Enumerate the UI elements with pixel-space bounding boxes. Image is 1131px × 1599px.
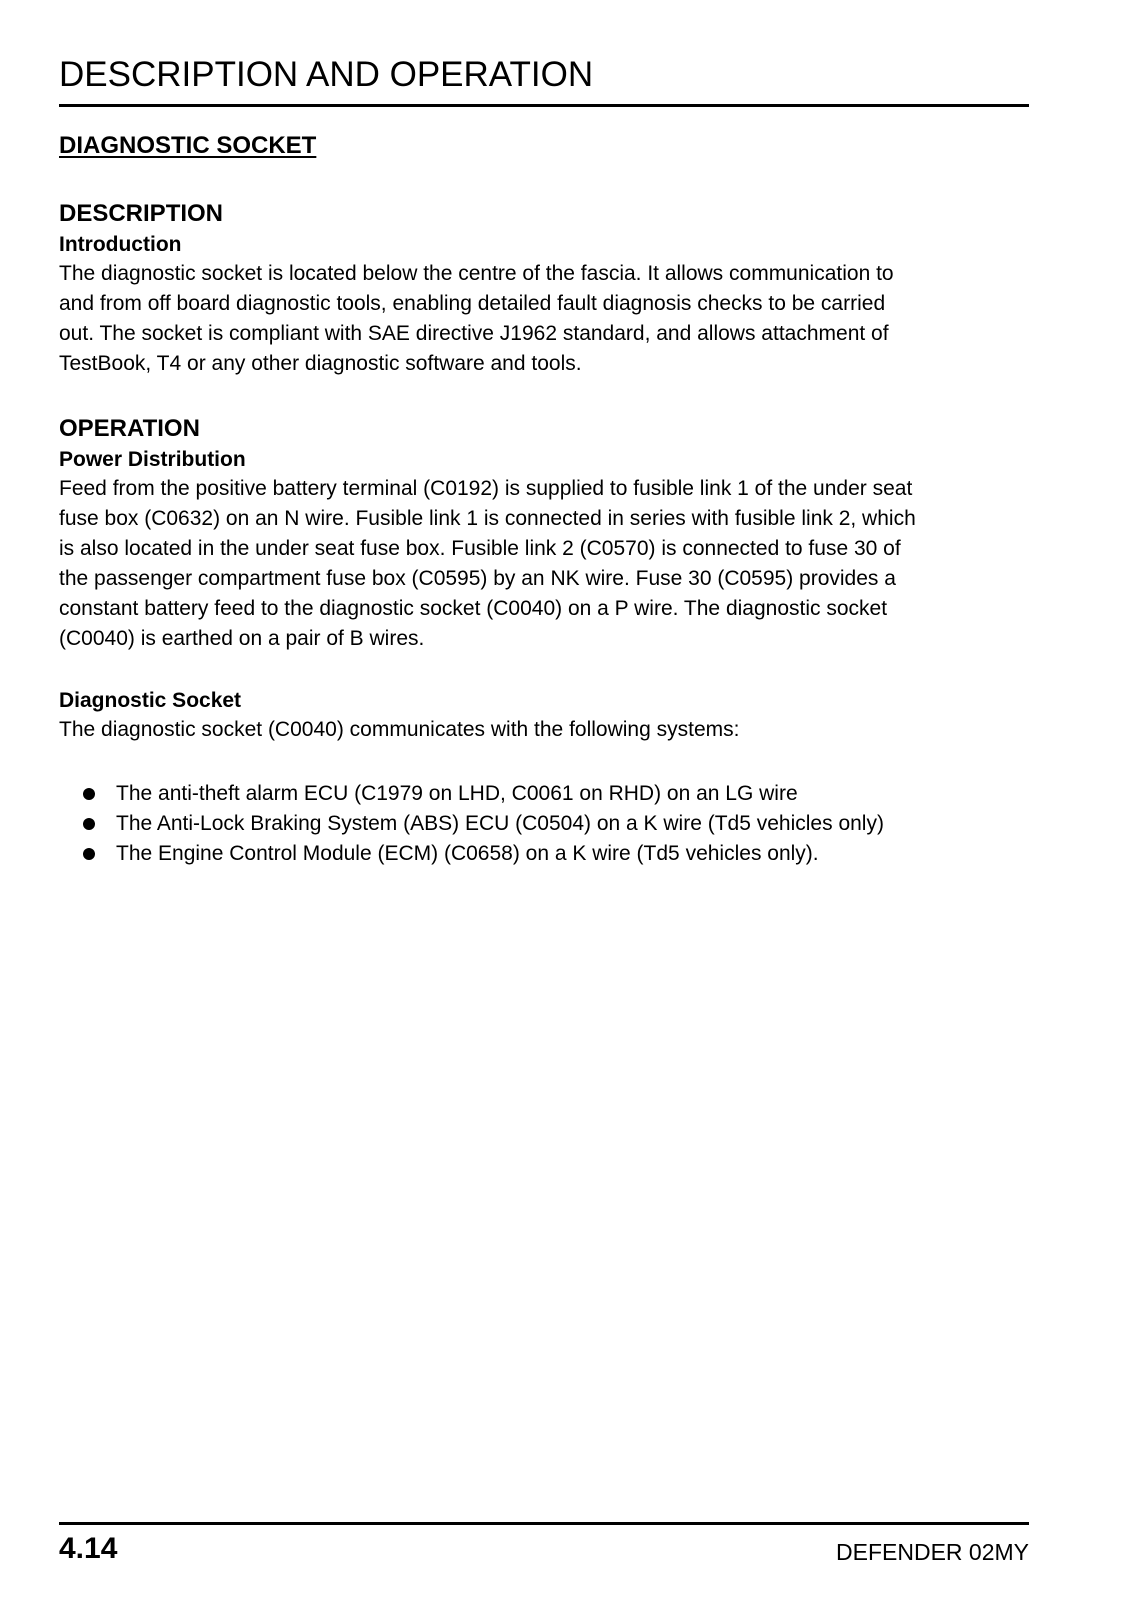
header-divider [59,104,1029,107]
footer-divider [59,1522,1029,1525]
page-number: 4.14 [59,1532,118,1565]
power-distribution-line: (C0040) is earthed on a pair of B wires. [59,627,425,650]
diagnostic-socket-subheading: Diagnostic Socket [59,689,242,712]
bullet-icon [83,788,95,800]
power-distribution-line: the passenger compartment fuse box (C0595) by an NK wire. Fuse 30 (C0595) provides a [59,567,896,590]
power-distribution-paragraph [59,474,1044,654]
page-header-title: DESCRIPTION AND OPERATION [59,55,594,94]
footer-model-label: DEFENDER 02MY [836,1539,1029,1565]
operation-heading: OPERATION [59,415,200,442]
introduction-subheading: Introduction [59,233,182,256]
list-item-text: The Engine Control Module (ECM) (C0658) on a K wire (Td5 vehicles only). [116,842,819,865]
bullet-icon [83,818,95,830]
list-item-text: The Anti-Lock Braking System (ABS) ECU (C0504) on a K wire (Td5 vehicles only) [116,812,884,835]
introduction-line: The diagnostic socket is located below the centre of the fascia. It allows communication to [59,262,894,285]
diagnostic-socket-intro [59,715,1044,745]
bullet-icon [83,848,95,860]
power-distribution-line: Feed from the positive battery terminal (C0192) is supplied to fusible link 1 of the under seat [59,477,913,500]
introduction-line: out. The socket is compliant with SAE directive J1962 standard, and allows attachment of [59,322,889,345]
introduction-line: and from off board diagnostic tools, enabling detailed fault diagnosis checks to be carried [59,292,886,315]
power-distribution-line: constant battery feed to the diagnostic socket (C0040) on a P wire. The diagnostic socket [59,597,888,620]
introduction-paragraph [59,259,1044,379]
introduction-line: TestBook, T4 or any other diagnostic software and tools. [59,352,582,375]
power-distribution-line: is also located in the under seat fuse box. Fusible link 2 (C0570) is connected to fuse 30 of [59,537,901,560]
power-distribution-line: fuse box (C0632) on an N wire. Fusible link 1 is connected in series with fusible link 2, which [59,507,916,530]
description-heading: DESCRIPTION [59,200,224,227]
diagnostic-socket-intro-line: The diagnostic socket (C0040) communicates with the following systems: [59,718,740,741]
section-title: DIAGNOSTIC SOCKET [59,132,317,159]
power-distribution-subheading: Power Distribution [59,448,246,471]
list-item-text: The anti-theft alarm ECU (C1979 on LHD, C0061 on RHD) on an LG wire [116,782,798,805]
